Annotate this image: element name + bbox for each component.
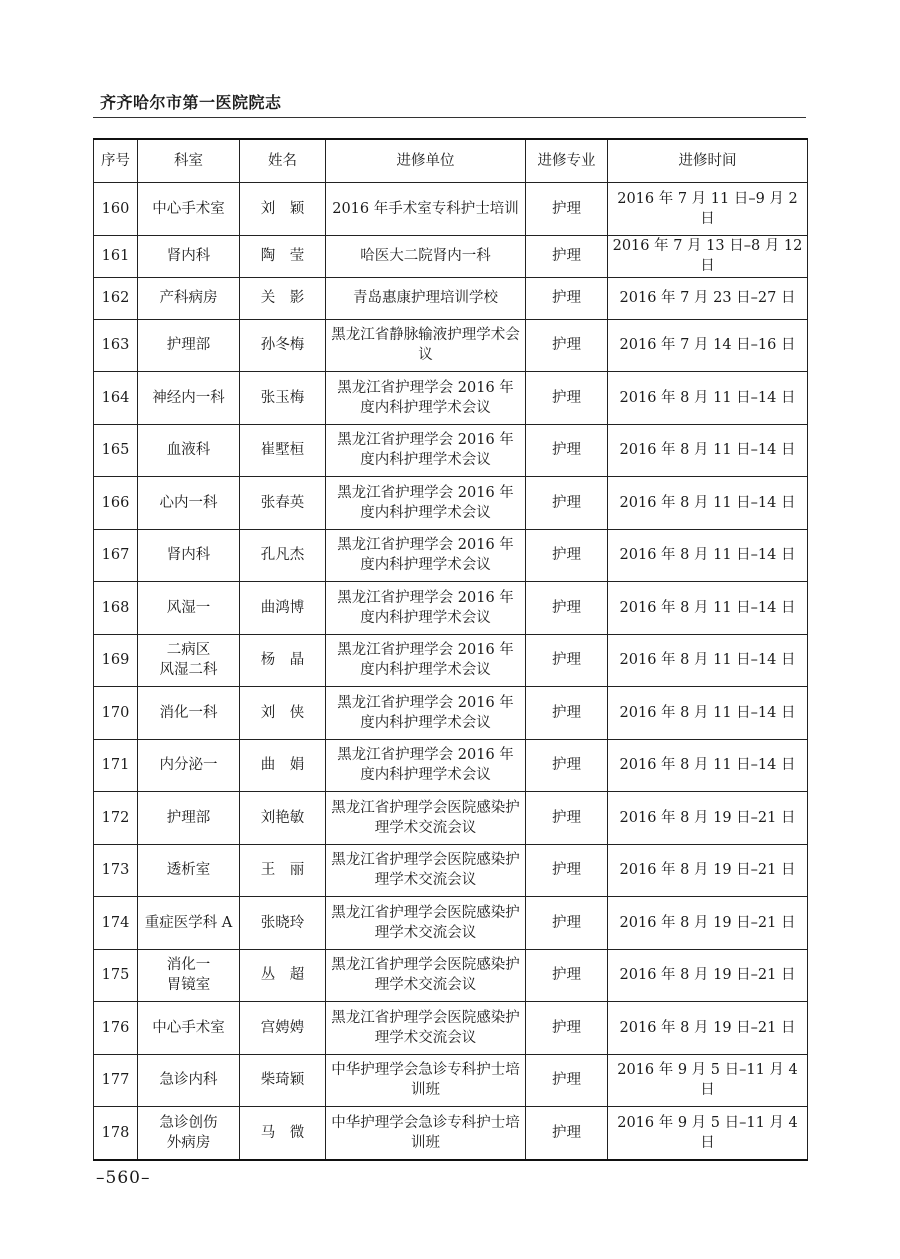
cell-unit: 黑龙江省护理学会 2016 年度内科护理学术会议 <box>326 739 526 792</box>
cell-unit: 黑龙江省护理学会医院感染护理学术交流会议 <box>326 844 526 897</box>
cell-name: 刘 颖 <box>240 183 326 236</box>
table-row <box>94 424 808 477</box>
cell-dept: 风湿一 <box>138 582 240 635</box>
cell-unit: 黑龙江省护理学会医院感染护理学术交流会议 <box>326 1002 526 1055</box>
cell-time: 2016 年 8 月 19 日–21 日 <box>608 897 808 950</box>
table-row <box>94 1002 808 1055</box>
cell-time: 2016 年 8 月 19 日–21 日 <box>608 792 808 845</box>
table-body <box>94 183 808 1160</box>
cell-name: 宫娉娉 <box>240 1002 326 1055</box>
cell-no: 169 <box>94 634 138 687</box>
cell-no: 163 <box>94 319 138 372</box>
cell-name: 杨 晶 <box>240 634 326 687</box>
cell-no: 166 <box>94 477 138 530</box>
cell-no: 172 <box>94 792 138 845</box>
cell-unit: 黑龙江省护理学会医院感染护理学术交流会议 <box>326 949 526 1002</box>
cell-unit: 黑龙江省护理学会医院感染护理学术交流会议 <box>326 897 526 950</box>
cell-dept: 血液科 <box>138 424 240 477</box>
cell-time: 2016 年 7 月 11 日–9 月 2 日 <box>608 183 808 236</box>
cell-dept: 心内一科 <box>138 477 240 530</box>
cell-dept: 重症医学科 A <box>138 897 240 950</box>
cell-dept: 中心手术室 <box>138 183 240 236</box>
cell-unit: 黑龙江省护理学会 2016 年度内科护理学术会议 <box>326 372 526 425</box>
col-header-no: 序号 <box>94 139 138 183</box>
col-header-unit: 进修单位 <box>326 139 526 183</box>
cell-name: 陶 莹 <box>240 235 326 277</box>
table-row <box>94 792 808 845</box>
cell-name: 刘 侠 <box>240 687 326 740</box>
header-rule <box>93 117 806 118</box>
cell-dept: 二病区 风湿二科 <box>138 634 240 687</box>
col-header-major: 进修专业 <box>526 139 608 183</box>
cell-no: 167 <box>94 529 138 582</box>
table-row <box>94 372 808 425</box>
cell-major: 护理 <box>526 424 608 477</box>
table-header <box>94 139 808 183</box>
cell-major: 护理 <box>526 634 608 687</box>
col-header-time: 进修时间 <box>608 139 808 183</box>
cell-no: 160 <box>94 183 138 236</box>
table-row <box>94 739 808 792</box>
cell-dept: 产科病房 <box>138 277 240 319</box>
cell-major: 护理 <box>526 529 608 582</box>
cell-unit: 青岛惠康护理培训学校 <box>326 277 526 319</box>
cell-name: 张晓玲 <box>240 897 326 950</box>
cell-unit: 中华护理学会急诊专科护士培训班 <box>326 1054 526 1107</box>
cell-unit: 黑龙江省护理学会 2016 年度内科护理学术会议 <box>326 687 526 740</box>
cell-unit: 黑龙江省护理学会 2016 年度内科护理学术会议 <box>326 634 526 687</box>
cell-time: 2016 年 8 月 11 日–14 日 <box>608 739 808 792</box>
cell-name: 马 微 <box>240 1107 326 1160</box>
cell-major: 护理 <box>526 687 608 740</box>
cell-time: 2016 年 7 月 14 日–16 日 <box>608 319 808 372</box>
cell-unit: 2016 年手术室专科护士培训 <box>326 183 526 236</box>
table-row <box>94 844 808 897</box>
cell-no: 161 <box>94 235 138 277</box>
cell-time: 2016 年 8 月 11 日–14 日 <box>608 372 808 425</box>
cell-name: 关 影 <box>240 277 326 319</box>
cell-unit: 黑龙江省护理学会 2016 年度内科护理学术会议 <box>326 477 526 530</box>
cell-dept: 内分泌一 <box>138 739 240 792</box>
cell-unit: 黑龙江省静脉输液护理学术会议 <box>326 319 526 372</box>
cell-dept: 护理部 <box>138 792 240 845</box>
table-row <box>94 183 808 236</box>
cell-no: 171 <box>94 739 138 792</box>
book-title: 齐齐哈尔市第一医院院志 <box>100 93 282 112</box>
table-row <box>94 235 808 277</box>
cell-no: 175 <box>94 949 138 1002</box>
cell-name: 孔凡杰 <box>240 529 326 582</box>
header-row <box>94 139 808 183</box>
cell-major: 护理 <box>526 277 608 319</box>
cell-major: 护理 <box>526 949 608 1002</box>
table-row <box>94 687 808 740</box>
cell-name: 丛 超 <box>240 949 326 1002</box>
table-row <box>94 1107 808 1160</box>
cell-major: 护理 <box>526 844 608 897</box>
cell-unit: 哈医大二院肾内一科 <box>326 235 526 277</box>
cell-name: 张春英 <box>240 477 326 530</box>
table-row <box>94 529 808 582</box>
cell-no: 173 <box>94 844 138 897</box>
table-row <box>94 1054 808 1107</box>
cell-time: 2016 年 8 月 19 日–21 日 <box>608 1002 808 1055</box>
cell-dept: 护理部 <box>138 319 240 372</box>
cell-unit: 中华护理学会急诊专科护士培训班 <box>326 1107 526 1160</box>
cell-name: 刘艳敏 <box>240 792 326 845</box>
cell-dept: 急诊内科 <box>138 1054 240 1107</box>
cell-time: 2016 年 8 月 19 日–21 日 <box>608 844 808 897</box>
cell-name: 崔墅桓 <box>240 424 326 477</box>
table-row <box>94 277 808 319</box>
cell-no: 168 <box>94 582 138 635</box>
cell-dept: 肾内科 <box>138 235 240 277</box>
cell-major: 护理 <box>526 1002 608 1055</box>
page-number: –560– <box>96 1168 151 1188</box>
cell-name: 柴琦颖 <box>240 1054 326 1107</box>
cell-major: 护理 <box>526 897 608 950</box>
cell-no: 176 <box>94 1002 138 1055</box>
cell-time: 2016 年 8 月 11 日–14 日 <box>608 477 808 530</box>
cell-major: 护理 <box>526 582 608 635</box>
cell-no: 170 <box>94 687 138 740</box>
cell-major: 护理 <box>526 792 608 845</box>
training-records-table <box>93 138 808 1161</box>
cell-unit: 黑龙江省护理学会 2016 年度内科护理学术会议 <box>326 529 526 582</box>
cell-major: 护理 <box>526 372 608 425</box>
cell-major: 护理 <box>526 1107 608 1160</box>
cell-name: 王 丽 <box>240 844 326 897</box>
cell-dept: 透析室 <box>138 844 240 897</box>
cell-time: 2016 年 8 月 11 日–14 日 <box>608 529 808 582</box>
col-header-dept: 科室 <box>138 139 240 183</box>
cell-name: 曲鸿博 <box>240 582 326 635</box>
cell-major: 护理 <box>526 739 608 792</box>
cell-dept: 消化一 胃镜室 <box>138 949 240 1002</box>
cell-major: 护理 <box>526 477 608 530</box>
cell-name: 曲 娟 <box>240 739 326 792</box>
cell-dept: 消化一科 <box>138 687 240 740</box>
cell-time: 2016 年 8 月 11 日–14 日 <box>608 582 808 635</box>
table-row <box>94 634 808 687</box>
cell-time: 2016 年 7 月 13 日–8 月 12 日 <box>608 235 808 277</box>
cell-no: 162 <box>94 277 138 319</box>
table-row <box>94 477 808 530</box>
cell-time: 2016 年 9 月 5 日–11 月 4 日 <box>608 1054 808 1107</box>
cell-name: 张玉梅 <box>240 372 326 425</box>
cell-unit: 黑龙江省护理学会 2016 年度内科护理学术会议 <box>326 424 526 477</box>
cell-major: 护理 <box>526 235 608 277</box>
cell-major: 护理 <box>526 183 608 236</box>
table-row <box>94 582 808 635</box>
cell-time: 2016 年 8 月 11 日–14 日 <box>608 687 808 740</box>
cell-time: 2016 年 8 月 11 日–14 日 <box>608 424 808 477</box>
cell-no: 164 <box>94 372 138 425</box>
table-row <box>94 897 808 950</box>
cell-no: 178 <box>94 1107 138 1160</box>
cell-dept: 急诊创伤 外病房 <box>138 1107 240 1160</box>
cell-time: 2016 年 8 月 11 日–14 日 <box>608 634 808 687</box>
cell-unit: 黑龙江省护理学会 2016 年度内科护理学术会议 <box>326 582 526 635</box>
cell-unit: 黑龙江省护理学会医院感染护理学术交流会议 <box>326 792 526 845</box>
cell-time: 2016 年 7 月 23 日–27 日 <box>608 277 808 319</box>
cell-dept: 肾内科 <box>138 529 240 582</box>
cell-no: 174 <box>94 897 138 950</box>
cell-dept: 神经内一科 <box>138 372 240 425</box>
cell-name: 孙冬梅 <box>240 319 326 372</box>
cell-no: 177 <box>94 1054 138 1107</box>
cell-time: 2016 年 8 月 19 日–21 日 <box>608 949 808 1002</box>
table-row <box>94 319 808 372</box>
cell-dept: 中心手术室 <box>138 1002 240 1055</box>
cell-major: 护理 <box>526 319 608 372</box>
cell-major: 护理 <box>526 1054 608 1107</box>
cell-no: 165 <box>94 424 138 477</box>
table-row <box>94 949 808 1002</box>
cell-time: 2016 年 9 月 5 日–11 月 4 日 <box>608 1107 808 1160</box>
col-header-name: 姓名 <box>240 139 326 183</box>
